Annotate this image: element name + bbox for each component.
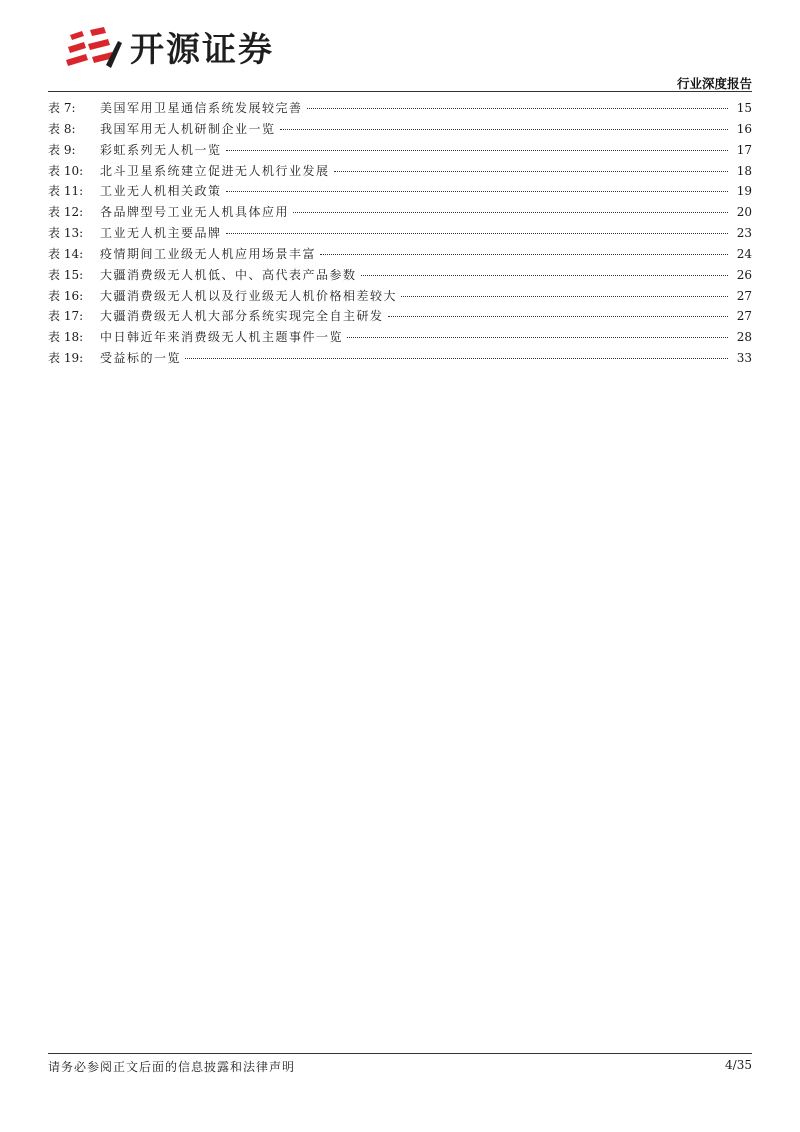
toc-dot-leader xyxy=(280,128,728,130)
toc-entry-page: 26 xyxy=(736,267,752,282)
toc-entry-page: 27 xyxy=(736,309,752,324)
toc-entry-title: 彩虹系列无人机一览 xyxy=(100,142,222,157)
table-of-contents xyxy=(48,98,752,369)
toc-entry[interactable] xyxy=(48,223,752,244)
toc-entry-label: 表 12: xyxy=(48,205,84,220)
brand-logo xyxy=(66,26,274,74)
toc-dot-leader xyxy=(226,232,728,234)
toc-entry[interactable] xyxy=(48,265,752,286)
toc-entry-title: 工业无人机相关政策 xyxy=(100,184,222,199)
toc-entry-page: 20 xyxy=(736,205,752,220)
toc-dot-leader xyxy=(185,357,728,359)
toc-entry[interactable] xyxy=(48,98,752,119)
toc-entry-title: 受益标的一览 xyxy=(100,351,182,366)
toc-entry[interactable] xyxy=(48,161,752,182)
toc-entry-page: 16 xyxy=(736,121,752,136)
toc-dot-leader xyxy=(226,190,728,192)
toc-dot-leader xyxy=(320,253,728,255)
toc-entry-label: 表 13: xyxy=(48,226,84,241)
toc-entry-page: 23 xyxy=(736,226,752,241)
toc-entry-title: 工业无人机主要品牌 xyxy=(100,226,222,241)
toc-entry-page: 27 xyxy=(736,288,752,303)
toc-entry-page: 24 xyxy=(736,246,752,261)
toc-entry-page: 18 xyxy=(736,163,752,178)
toc-dot-leader xyxy=(226,149,728,151)
toc-entry-page: 17 xyxy=(736,142,752,157)
toc-entry-title: 大疆消费级无人机以及行业级无人机价格相差较大 xyxy=(100,288,398,303)
toc-entry-label: 表 7: xyxy=(48,101,76,115)
toc-entry[interactable] xyxy=(48,286,752,307)
toc-entry-label: 表 14: xyxy=(48,246,84,261)
toc-entry-label: 表 8: xyxy=(48,121,76,136)
logo-mark-icon xyxy=(66,27,124,73)
footer-divider xyxy=(48,1053,752,1054)
toc-dot-leader xyxy=(361,274,728,276)
toc-entry-title: 中日韩近年来消费级无人机主题事件一览 xyxy=(100,330,344,345)
toc-entry-title: 大疆消费级无人机大部分系统实现完全自主研发 xyxy=(100,309,384,324)
toc-dot-leader xyxy=(293,211,728,213)
logo-text: 开源证券 xyxy=(130,30,274,70)
toc-entry-title: 各品牌型号工业无人机具体应用 xyxy=(100,205,290,220)
toc-entry[interactable] xyxy=(48,119,752,140)
toc-entry[interactable] xyxy=(48,140,752,161)
toc-entry-label: 表 11: xyxy=(48,184,84,199)
toc-entry[interactable] xyxy=(48,348,752,369)
toc-entry-page: 15 xyxy=(736,101,752,115)
toc-entry-label: 表 15: xyxy=(48,267,84,282)
toc-entry-label: 表 18: xyxy=(48,330,84,345)
toc-entry-title: 北斗卫星系统建立促进无人机行业发展 xyxy=(100,163,330,178)
toc-entry[interactable] xyxy=(48,244,752,265)
toc-entry-page: 28 xyxy=(736,330,752,345)
toc-entry-title: 疫情期间工业级无人机应用场景丰富 xyxy=(100,246,317,261)
toc-entry-page: 19 xyxy=(736,184,752,199)
toc-entry-title: 美国军用卫星通信系统发展较完善 xyxy=(100,101,303,115)
toc-dot-leader xyxy=(388,315,728,317)
toc-entry-title: 我国军用无人机研制企业一览 xyxy=(100,121,276,136)
toc-dot-leader xyxy=(347,336,728,338)
toc-entry-label: 表 16: xyxy=(48,288,84,303)
toc-entry[interactable] xyxy=(48,306,752,327)
toc-entry[interactable] xyxy=(48,327,752,348)
page-number: 4/35 xyxy=(725,1058,752,1072)
header-divider xyxy=(48,91,752,92)
toc-entry[interactable] xyxy=(48,181,752,202)
toc-dot-leader xyxy=(401,295,728,297)
toc-entry-label: 表 19: xyxy=(48,351,84,366)
toc-entry-label: 表 17: xyxy=(48,309,84,324)
toc-entry-label: 表 10: xyxy=(48,163,84,178)
footer-disclaimer: 请务必参阅正文后面的信息披露和法律声明 xyxy=(48,1060,296,1074)
toc-entry[interactable] xyxy=(48,202,752,223)
toc-entry-page: 33 xyxy=(736,351,752,366)
toc-entry-label: 表 9: xyxy=(48,142,76,157)
toc-dot-leader xyxy=(307,107,728,109)
toc-entry-title: 大疆消费级无人机低、中、高代表产品参数 xyxy=(100,267,357,282)
report-type-label: 行业深度报告 xyxy=(676,76,752,91)
toc-dot-leader xyxy=(334,170,728,172)
